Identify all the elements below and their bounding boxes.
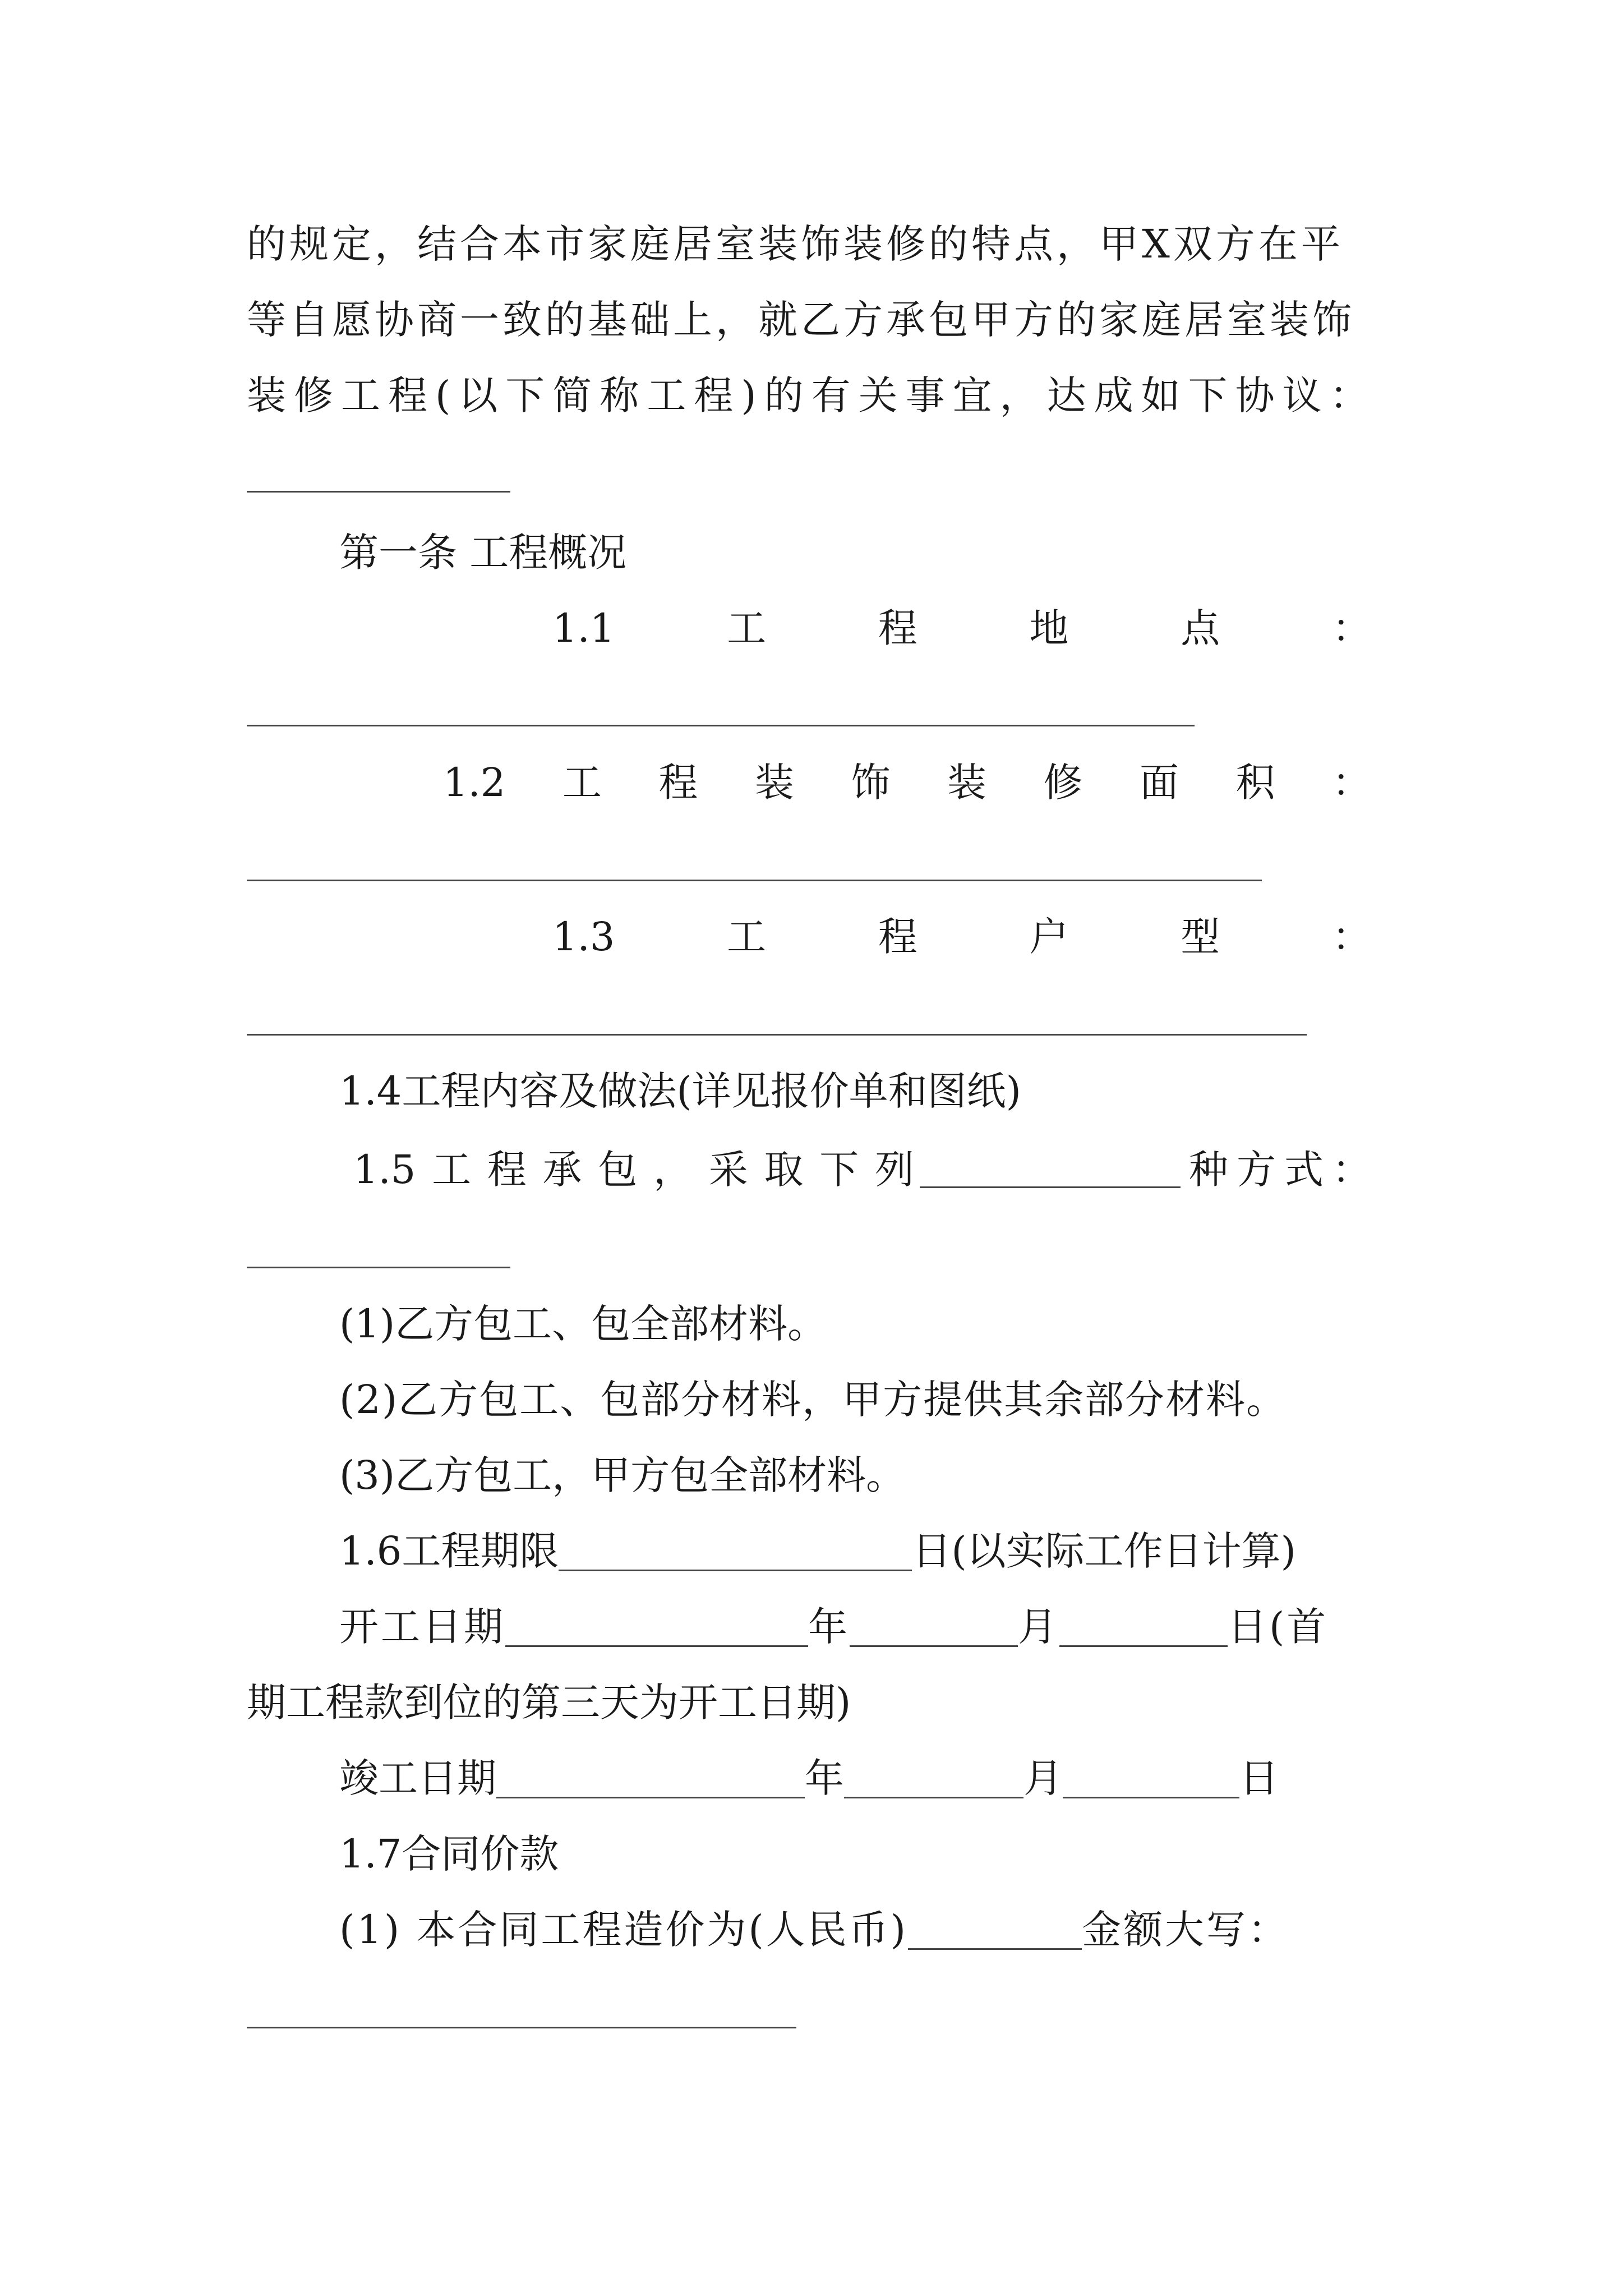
price-amount-blank[interactable] bbox=[908, 1909, 1082, 1950]
blank-rule bbox=[247, 2027, 796, 2028]
end-day-blank[interactable] bbox=[1063, 1757, 1239, 1798]
article-title: 第一条 工程概况 bbox=[339, 530, 627, 576]
start-date-line: 开工日期 年 月 日(首 bbox=[339, 1604, 1329, 1650]
item-number: 1.3 bbox=[552, 914, 615, 960]
item-1-7: 1.7合同价款 bbox=[339, 1831, 559, 1877]
option-1: (1)乙方包工、包全部材料。 bbox=[339, 1301, 827, 1347]
option-2: (2)乙方包工、包部分材料，甲方提供其余部分材料。 bbox=[339, 1377, 1287, 1423]
start-month-blank[interactable] bbox=[850, 1606, 1018, 1647]
blank-rule bbox=[247, 491, 510, 493]
item-1-4: 1.4工程内容及做法(详见报价单和图纸) bbox=[339, 1068, 1021, 1114]
blank-rule bbox=[247, 725, 1195, 726]
document-page: 的规定，结合本市家庭居室装饰装修的特点，甲X双方在平 等自愿协商一致的基础上，就乙方承包甲方的家庭居室装饰 装修工程(以下简称工程)的有关事宜，达成如下协议： 第一条 工程概况 1.1 工 程 地 点 ： 1.2 工 程 装 饰 装 修 面 积 ： 1.3 工 程 户 型 ： 1.4工程内容及做法(详见报价单和图纸) 1.5 工 程 承 包 ， 采 取 下 列 种 方 式 ： (1)乙方包工、包全部材料。 (2)乙方包工、包部分材料，甲方提供其余部分材料。 (3)乙方包工，甲方包全部材料。 1.6工程期限 日(以实际工作日计算) 开工日期 年 月 日(首 期工程款到位的第三天为开工日期) 竣工日期 年 月 日 1.7合同价款 (1) 本合同工程造价为(人民币) 金额大写： bbox=[0, 0, 1623, 2296]
item-1-3: 1.3 工 程 户 型 ： bbox=[552, 909, 1371, 965]
option-3: (3)乙方包工，甲方包全部材料。 bbox=[339, 1452, 906, 1498]
start-year-blank[interactable] bbox=[505, 1606, 808, 1647]
end-date-line: 竣工日期 年 月 日 bbox=[339, 1755, 1279, 1801]
mode-count-blank[interactable] bbox=[920, 1147, 1181, 1188]
item-1-6: 1.6工程期限 日(以实际工作日计算) bbox=[339, 1528, 1296, 1574]
intro-line-1: 的规定，结合本市家庭居室装饰装修的特点，甲X双方在平 bbox=[247, 221, 1344, 267]
blank-rule bbox=[247, 880, 1262, 881]
item-1-2: 1.2 工 程 装 饰 装 修 面 积 ： bbox=[443, 754, 1371, 811]
blank-rule bbox=[247, 1267, 510, 1268]
end-month-blank[interactable] bbox=[844, 1757, 1023, 1798]
item-number: 1.5 bbox=[353, 1147, 416, 1193]
intro-line-2: 等自愿协商一致的基础上，就乙方承包甲方的家庭居室装饰 bbox=[247, 297, 1355, 343]
end-year-blank[interactable] bbox=[496, 1757, 805, 1798]
intro-line-3: 装修工程(以下简称工程)的有关事宜，达成如下协议： bbox=[247, 372, 1377, 418]
start-day-blank[interactable] bbox=[1059, 1606, 1228, 1647]
blank-rule bbox=[247, 1034, 1307, 1036]
item-number: 1.1 bbox=[552, 605, 615, 651]
item-1-1: 1.1 工 程 地 点 ： bbox=[552, 600, 1371, 656]
price-line: (1) 本合同工程造价为(人民币) 金额大写： bbox=[339, 1907, 1290, 1953]
item-number: 1.2 bbox=[443, 760, 506, 806]
start-date-continuation: 期工程款到位的第三天为开工日期) bbox=[247, 1680, 851, 1726]
duration-blank[interactable] bbox=[559, 1530, 912, 1571]
